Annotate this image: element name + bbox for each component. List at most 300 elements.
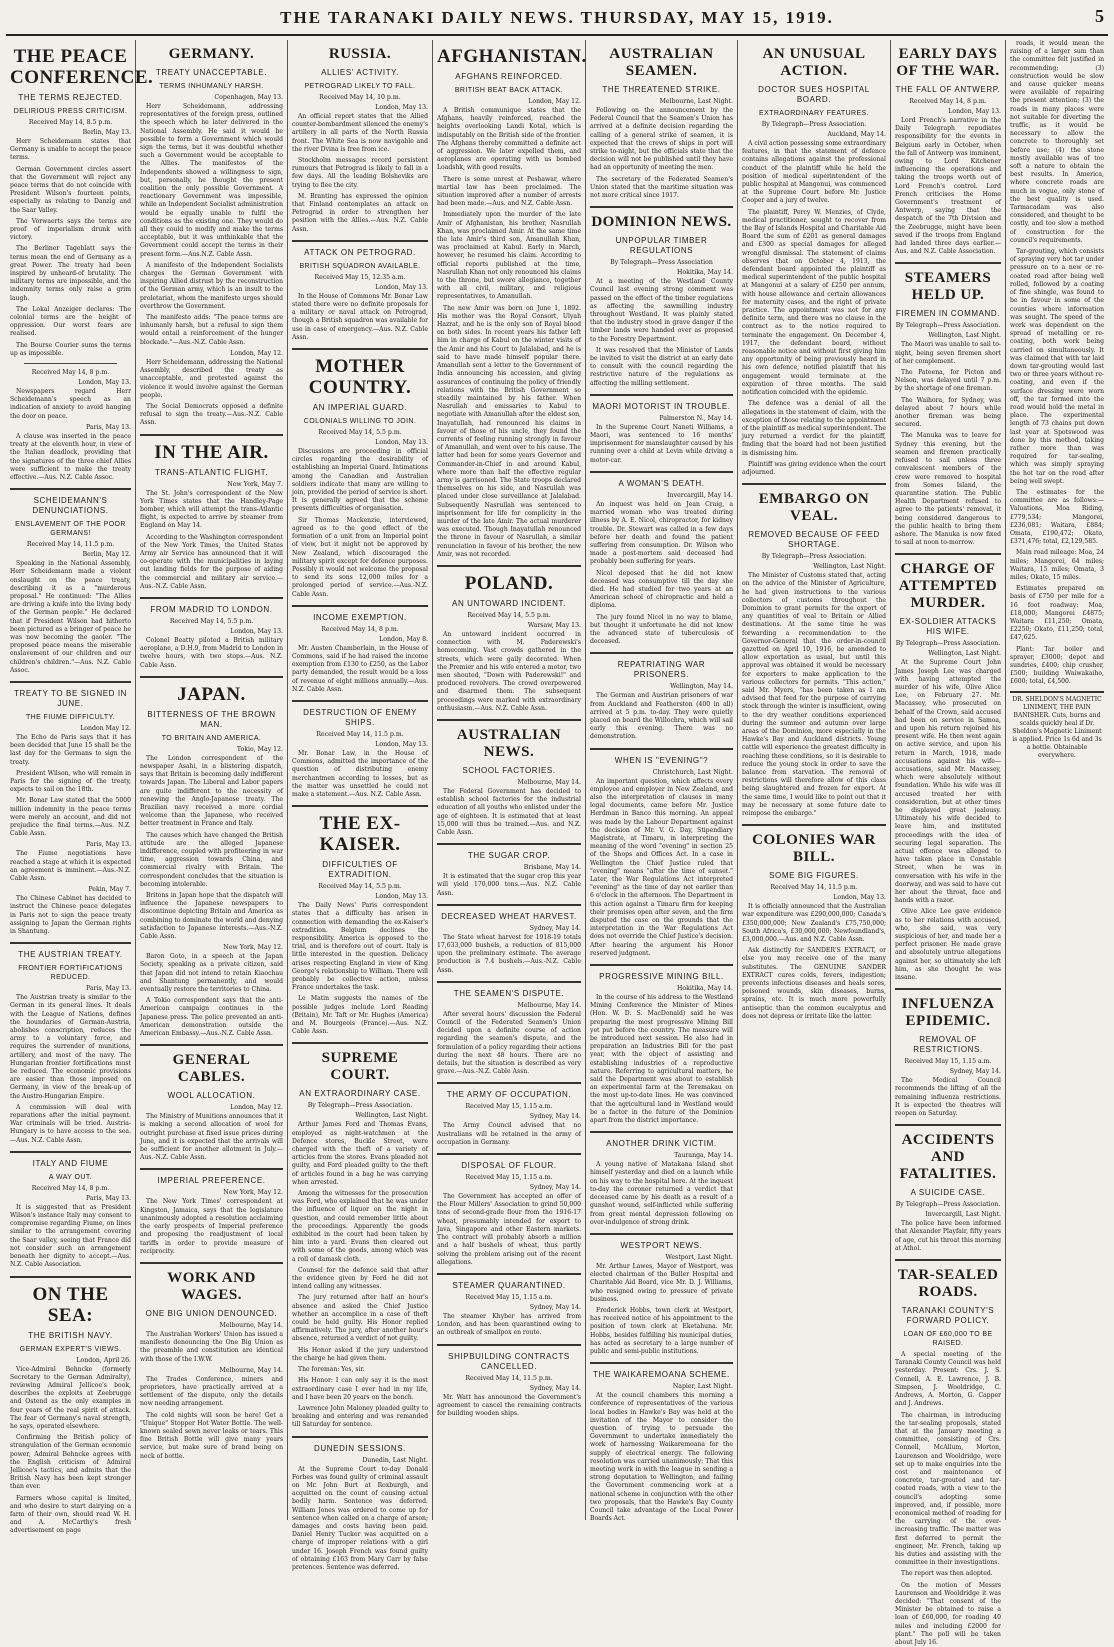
section-divider — [437, 565, 581, 567]
section-divider — [895, 262, 1001, 264]
section-subheading: THE ARMY OF OCCUPATION. — [446, 1090, 572, 1100]
dateline: Hokitika, May 14. — [676, 269, 733, 277]
section-subheading: ANOTHER DRINK VICTIM. — [606, 1139, 717, 1149]
section-subheading: DESTRUCTION OF ENEMY SHIPS. — [303, 707, 417, 727]
dateline: Sydney, May 14. — [529, 1184, 581, 1192]
section-subheading: FIREMEN IN COMMAND. — [895, 309, 1001, 319]
section-subheading: REMOVAL OF RESTRICTIONS. — [913, 1035, 983, 1055]
section-headline: AFGHANISTAN. — [437, 46, 587, 67]
section-subheading: TERMS INHUMANLY HARSH. — [159, 83, 264, 90]
section-subheading: SCHOOL FACTORIES. — [462, 766, 556, 775]
received-line: Received May 14, 8 p.m. — [321, 625, 399, 633]
section-subheading: AN IMPERIAL GUARD. — [312, 403, 408, 413]
article-paragraph: The Fiume negotiations have reached a stage at which it is expected an agreement is imminent.—Aus.-N.Z. Cable Assn. — [10, 850, 131, 882]
article-paragraph: The Berliner Tageblatt says the terms mean the end of Germany as a great Power. The treaty had been inspired by unheard-of brutality. The military terms are impossible, and the indemnity terms only raise a grim laugh. — [10, 245, 131, 302]
section-divider — [140, 434, 283, 436]
dateline: Sydney, May 14. — [529, 1113, 581, 1121]
section-subheading: ENSLAVEMENT OF THE POOR GERMANS! — [15, 521, 126, 538]
article-paragraph: The Austrian treaty is similar to the German in its general lines. It deals with the League of Nations, defines the boundaries of German-Austria, abolishes conscription, reduces the army to a voluntary force, and requires the surrender of munitions, artillery, and most of the navy. The Hungarian frontier fortifications must be reduced. The economic provisions are easier than those imposed on Germany, in view of the break-up of the Austro-Hungarian Empire. — [10, 994, 131, 1100]
dateline: Wellington, Last Night. — [928, 650, 1001, 658]
dateline: Wellington, May 14. — [670, 683, 733, 691]
section-subheading: THE SUGAR CROP. — [467, 851, 551, 861]
article-paragraph: The Vorwaerts says the terms are proof of imperialism drunk with victory. — [10, 217, 131, 242]
article-paragraph: A civil action possessing some extraordinary features, in that the statement of defence contains allegations against the professional conduct of the plaintiff while he held the position of medical superintendent of the public hospital at Mangonui, was commenced at the Supreme Court before Mr. Justice Cooper and a jury of twelve. — [742, 140, 886, 205]
section-subheading: EX-SOLDIER ATTACKS HIS WIFE. — [899, 617, 997, 637]
article-paragraph: A commission will deal with reparations after the initial payment. War criminals will be tried. Austria-Hungary is to have access to the sea.—Aus. N.Z. Cable Assn. — [10, 1103, 131, 1144]
section-headline: ON THE SEA: — [32, 1283, 109, 1326]
section-headline: THE EX-KAISER. — [319, 813, 401, 856]
dateline: Sydney, May 14. — [529, 1384, 581, 1392]
section-subheading: DELIRIOUS PRESS CRITICISM. — [13, 108, 128, 115]
section-subheading: ITALY AND FIUME — [32, 1158, 109, 1168]
section-divider — [10, 1276, 131, 1278]
article-paragraph: Vice-Admiral Behncke (formerly Secretary to the German Admiralty), reviewing Admiral Jellicoe's book, describes the exploits at Zeebrugge and Ostend as the only examples in four years of the real spirit of attack. The fear of Germany's naval strength, he says, operated elsewhere. — [10, 1365, 131, 1430]
section-divider — [895, 988, 1001, 990]
article-paragraph: Mr. Austen Chamberlain, in the House of Commons, said if he had raised the income exemption from £130 to £250, as the Labor party demanded, the result would be a loss of revenue of eight millions annually.—Aus. N.Z. Cable Assn. — [292, 644, 428, 693]
dateline: London, May 12. — [230, 349, 283, 357]
section-divider — [10, 488, 131, 490]
section-subheading: THE WAIKAREMOANA SCHEME. — [593, 1370, 730, 1380]
received-line: Received May 15, 1.15 a.m. — [465, 1293, 553, 1301]
article-paragraph: Main road mileage: Moa, 24 miles; Mangorei, 64 miles; Waitara, 15 miles; Omata, 3 miles; Okato, 15 miles. — [1010, 549, 1104, 581]
article-paragraph: The Daily News' Paris correspondent states that a difficulty has arisen in connection with demanding the ex-Kaiser's extradition. Belgium declines the responsibility. America is opposed to the trial, and is therefore out of court. Italy is little interested in the question. Delicacy arises respecting England in view of King George's relationship to William. There will probably be collective action, unless France undertakes the task. — [292, 902, 428, 992]
article-paragraph: Frederick Hobbs, town clerk at Westport, has received notice of his appointment to the position of town clerk at Eketahuna. Mr. Hobbs, besides fulfilling his municipal duties, has acted as secretary to a large number of public and semi-public institutions. — [590, 1306, 733, 1355]
page-number: 5 — [1095, 6, 1104, 26]
section-divider — [590, 1362, 733, 1364]
article-paragraph: At the Supreme Court John James Joseph Lee was charged with having attempted the murder of his wife, Olive Alice Lee, on February 27. Mr. Macassey, who prosecuted on behalf of the Crown, said accused had been on service in Samoa, and upon his return rejoined his present wife. He then went again on active service, and upon his return in March, 1918, made accusations against his wife—accusations, said Mr. Macassey, which were absolutely without foundation. While his wife was ill accused treated her with consideration, but at other times he displayed great jealousy. Ultimately his wife decided to leave him, and instituted proceedings with the idea of securing legal separation. The actual offence was alleged to have taken place in Constable Street, when he was in conversation with his wife in the doorway, and was said to have cut her about the throat, face and hands with a razor. — [895, 659, 1001, 905]
article-paragraph: An important question, which affects every employee and employer in New Zealand, and also the interpretation of clauses in many legal documents, came before Mr. Justice Herdman in Banco this morning. An appeal was made by the Labour Department against the decision of Mr. V. G. Day, Stipendiary Magistrate, at Timaru, in interpreting the meaning of the word "evening" in section 25 of the Shops and Offices Act. In a case in Wellington the Chief Justice ruled that "evening" means "after the time of sunset." Later, the War Regulations Act interpreted "evening" as the time of day not earlier than 6 o'clock in the afternoon. The Department in this action against a Timaru firm for keeping their premises open after seven, and the firm disputed the case on the grounds that the interpretation in the War Regulations Act does not override the Chief Justice's decision. After hearing the argument his Honor reserved judgment. — [590, 777, 733, 957]
article-paragraph: The Government has accepted an offer of the Flour Millers' Association to grind 50,000 tons of second-grade flour from the 1916-17 wheat, presumably intended for export to Java, Singapore and other Eastern markets. The contract will probably absorb a million and a half bushels of wheat, thus partly solving the problem arising out of the recent allegations. — [437, 1193, 581, 1266]
footer-advertisement: DR. SHELDON'S MAGNETIC LINIMENT, THE PAIN BANISHER. Cuts, burns and scalds quickly heal if Dr. Sheldon's Magnetic Liniment is applied. Price 1s 6d and 3s a bottle. Obtainable everywhere. — [1010, 691, 1104, 760]
article-paragraph: Herr Scheidemann, addressing the National Assembly, described the treaty as unacceptable, and protested against the violence it would involve against the German people. — [140, 358, 283, 399]
article-paragraph: The chairman, in introducing the tar-sealing proposals, stated that at the January meeting a committee, consisting of Crs. Connell, McAllum, Morton, Laurenson and Wooldridge, were set up to make enquiries into the cost and maintenance of concrete, tar-grouted and tar-coated roads, with a view to the council's adopting some improved, and, if possible, more economical method of roading for the carrying of the ever-increasing traffic. The matter was first deferred to permit the engineer, Mr. French, taking up his duties and assisting with the committee in their investigations. — [895, 1411, 1001, 1567]
article-paragraph: The report was then adopted. — [901, 1570, 993, 1578]
section-headline: STEAMERS HELD UP. — [904, 270, 992, 304]
column-1 — [6, 40, 154, 1535]
article-paragraph: At the council chambers this morning a conference of representatives of the various local bodies in Hawke's Bay was held at the invitation of the Mayor to consider the question of trying to persuade the Government to undertake immediately the work of harnessing Waikaremoana for the supply of electrical energy. The following resolution was carried unanimously: That this meeting work in with the league in sending a strong deputation to Wellington, and failing the Government commencing work at a national scheme in conjunction with the other two proposals, that the Hawke's Bay County Council take advantage of the Local Power Boards Act. — [590, 1392, 733, 1523]
section-subheading: THE AUSTRIAN TREATY. — [18, 950, 123, 960]
article-paragraph: M. Branting has expressed the opinion that Finland contemplates an attack on Petrograd in order to strengthen her position with the Allies.—Aus. N.Z. Cable Assn. — [292, 192, 428, 233]
section-headline: AUSTRALIAN SEAMEN. — [609, 46, 714, 79]
section-headline: POLAND. — [464, 572, 554, 594]
section-headline: SUPREME COURT. — [321, 1050, 399, 1084]
article-paragraph: The Trades Conference, miners and proprietors, have practically arrived at a settlement of the dispute, only the details now needing arrangement. — [140, 1375, 283, 1408]
article-paragraph: The manifesto adds: "The peace terms are inhumanly harsh, but a refusal to sign them would entail a reinforcement of the hunger blockade."—Aus.-N.Z. Cable Assn. — [140, 314, 283, 346]
article-paragraph: It is officially announced that the Australian war expenditure was £290,000,000; Canada's £350,000,000; New Zealand's £75,750,000; South Africa's, £30,000,000; Newfoundland's, £3,000,000.—Aus. and N.Z. Cable Assn. — [742, 903, 886, 944]
article-paragraph: The Echo de Paris says that it has been decided that June 15 shall be the last day for the Germans to sign the treaty. — [10, 733, 131, 766]
article-paragraph: The estimates for the committee are as follows:—Valuations, Moa Riding, £779,534; Mangorei, £236,081; Waitara, £884; Omata, £190,472; Okato, £371,476; total, £2,129,585. — [1010, 488, 1104, 546]
dateline: Paris, May 13. — [86, 985, 131, 993]
article-paragraph: According to the Washington correspondent of the New York Times, the United States Army air Service has announced that it will co-operate with the municipalities in laying out landing fields for the purpose of aiding the commercial and military air service.—Aus.-N.Z. Cable Assn. — [140, 533, 283, 590]
article-paragraph: Ask distinctly for SANDER'S EXTRACT, or else you may receive one of the many substitutes. The GENUINE SANDER EXTRACT cures colds, fevers, indigestion; prevents infectious diseases and heals sores, poisoned wounds, skin diseases, burns, sprains, etc. It is much more powerfully antiseptic than the common eucalyptus and does not depress or irritate like the latter. — [742, 947, 886, 1020]
section-subheading: MAORI MOTORIST IN TROUBLE. — [592, 401, 731, 411]
dateline: London, May 8. — [379, 635, 428, 643]
dateline: London, May 13. — [78, 379, 131, 387]
section-divider — [590, 471, 733, 473]
section-subheading: REMOVED BECAUSE OF FEED SHORTAGE. — [748, 530, 880, 550]
dateline: London, May 13. — [375, 104, 428, 111]
article-paragraph: Baron Goto, in a speech at the Japan Society, speaking as a private citizen, said that Japan did not intend to retain Kiaochau and Shantung permanently, and would eventually restore the territories to China. — [140, 953, 283, 994]
section-divider — [10, 681, 131, 683]
section-divider — [590, 1131, 733, 1133]
dateline: London, May 13. — [833, 894, 886, 902]
column-5 — [586, 40, 738, 1523]
section-divider — [292, 805, 428, 807]
article-paragraph: Mr. Arthur Lawes, Mayor of Westport, was elected chairman of the Buller Hospital and Charitable Aid Board, vice Mr. D. J. Williams, who resigned owing to pressure of private business. — [590, 1262, 733, 1303]
article-paragraph: Newspapers regard Herr Scheidemann's speech as an indication of anxiety to avoid hanging the door on peace. — [10, 388, 131, 420]
article-paragraph: His Honor asked if the jury understood the charge he had given them. — [292, 1346, 428, 1362]
section-divider — [590, 206, 733, 208]
article-paragraph: Farmers whose capital is limited, and who desire to start dairying on a farm of their own, should read W. H. and A. McCarthy's fresh advertisement on page — [10, 1494, 131, 1535]
article-paragraph: At the Supreme Court to-day Donald Forbes was found guilty of criminal assault on Mr. John Burt at Roxburgh, and acquitted on the count of causing actual bodily harm. Sentence was deferred. William Jones was ordered to come up for sentence when called on a charge of arson; damages and costs having been paid. Daniel Henry Tucker was acquitted on a charge of improper relations with a girl under 16. Joseph French was found guilty of obtaining £163 from Mary Carr by false pretences. Sentence was deferred. — [292, 1465, 428, 1571]
article-paragraph: The plaintiff, Percy W. Menzies, of Clyde, medical practitioner, sought to recover from the Bay of Islands Hospital and Charitable Aid Board the sum of £201 as general damages and £300 as special damages for alleged wrongful dismissal. The statement of claims observes that on October 4, 1913, the defendant board appointed the plaintiff as medical superintendent of the public hospital at Mangonui at a salary of £250 per annum, with house allowance and certain allowances for maternity cases, and the right of private practice. The appointment was not for any definite term, and there was no clause in the contract as to the notice required to terminate the engagement. On December 4, 1917, the defendant board, without reasonable notice and without first giving him any opportunity of being previously heard in his own defence, notified plaintiff that his engagement would terminate at the expiration of three months. The said notification coincided with the epidemic. — [742, 208, 886, 397]
section-divider — [292, 240, 428, 242]
column-7 — [891, 40, 1006, 1646]
column-8 — [1006, 40, 1108, 1520]
section-divider — [437, 1344, 581, 1346]
article-paragraph: The Lokal Anzeiger declares: The colonial terms are the height of oppression. Our worst fears are realised. — [10, 305, 131, 338]
section-divider — [140, 1262, 283, 1264]
section-subheading: A WAY OUT. — [48, 1173, 93, 1181]
article-paragraph: The Australian Workers' Union has issued a manifesto denouncing the One Big Union as the preamble and constitution are identical with those of the I.W.W. — [140, 1330, 283, 1363]
article-paragraph: A manifesto of the Independent Socialists charges the German Government with inspiring Allied distrust by the reconstruction of the German army, which is an insult to the proletariat, whom the manifesto urges should overthrow the Government. — [140, 261, 283, 310]
dateline: Invercargill, Last Night. — [925, 1211, 1001, 1219]
section-subheading: UNPOPULAR TIMBER REGULATIONS — [615, 236, 708, 256]
article-paragraph: The New York Times' correspondent at Kingston, Jamaica, says that the legislature unanimously adopted a resolution acclaiming the early prospects of Imperial preference and proposing the readjustment of local tariffs in order to provide measure of reciprocity. — [140, 1198, 283, 1255]
section-subheading: WESTPORT NEWS. — [620, 1240, 703, 1250]
dateline: Wellington, Last Night. — [928, 332, 1001, 340]
section-subheading: SHIPBUILDING CONTRACTS CANCELLED. — [448, 1351, 570, 1371]
received-line: Received May 14, 8 p.m. — [909, 98, 987, 105]
section-divider — [437, 1273, 581, 1275]
article-paragraph: Mr. Bonar Law, in the House of Commons, admitted the importance of the question of distributing enemy merchantmen according to losses, but as the matter was unsettled he could not make a statement.—Aus. N.Z. Cable Assn. — [292, 749, 428, 798]
received-line: Received May 14, 5.5 p.m. — [318, 883, 402, 891]
section-subheading: DECREASED WHEAT HARVEST. — [441, 911, 577, 921]
section-divider — [742, 824, 886, 826]
article-paragraph: The jury found Nicol in no way to blame, but thought it unfortunate he did not know the advanced state of tuberculosis of deceased. — [590, 613, 733, 646]
column-2 — [136, 40, 288, 1520]
received-line: By Telegraph—Press Association. — [761, 121, 867, 128]
received-line: Received May 14, 11.5 p.m. — [465, 1374, 553, 1382]
section-divider — [590, 394, 733, 396]
received-line: Received May 15, 12.35 a.m. — [314, 273, 406, 281]
article-paragraph: roads, it would mean the raising of a larger sum than the committee felt justified in recommending; (3) construction would be slow and cause quicker means were available of repairing the present attention; (3) the roads in many places were not suitable for diverting the traffic, as it would be necessary to allow the concrete to thoroughly set before use; (4) the stone mostly available was of too soft a nature to obtain the best results. In America, where concrete roads are much in vogue, only stone of the best quality is used. Tarmacadam was also considered, and thought to be costly, and too slow a method of construction for the council's requirements. — [1010, 40, 1104, 244]
article-paragraph: The Waihora, for Sydney, was delayed about 7 hours while another fireman was being secured. — [895, 396, 1001, 429]
dateline: Tauranga, May 14. — [674, 1152, 733, 1160]
section-divider — [292, 605, 428, 607]
article-paragraph: After several hours' discussion the Federal Council of the Federated Seamen's Union decided upon a definite course of action regarding the seamen's dispute, and the formulation of a policy regarding their actions during the next 48 hours. There are no details, but the situation is described as very grave.—Aus.-N.Z. Cable Assn. — [437, 1010, 581, 1076]
received-line: Received May 14, 11.5 p.m. — [26, 541, 115, 549]
section-subheading: SCHEIDEMANN'S DENUNCIATIONS. — [32, 496, 109, 516]
section-subheading: DUNEDIN SESSIONS. — [314, 1443, 406, 1453]
dateline: London, May 13. — [948, 108, 1001, 115]
section-subheading: LOAN OF £60,000 TO BE RAISED. — [903, 1331, 993, 1348]
article-paragraph: In the Supreme Court Naneti Williams, a Maori, was sentenced to 16 months' imprisonment for manslaughter caused by his running over a child at Levin while driving a motor-car. — [590, 423, 733, 464]
section-headline: GERMANY. — [168, 46, 255, 62]
article-paragraph: Tar-grouting, which consists of spraying very hot tar under pressure on to a new or re-coated road after being well rolled, followed by a coating of fine shingle, was found to be in favour in some of the counties where information was sought. The speed of the work was dependent on the spread of metalling or re-coating, both work being carried on simultaneously. It was claimed that with tar laid down tar-grouting would last two or three years without re-coating, and even if the surface dressing were worn off, the tar formed into the road would hold the metal in place. The experimental length of 73 chains put down last year at Spotswood was done by this method, taking rather more than was required for tar-sealing, which was simply spraying the hot tar on the road after being well swept. — [1010, 248, 1104, 485]
article-paragraph: On the motion of Messrs Laurenson and Wooldridge it was decided: "That consent of the Minister be obtained to raise a loan of £60,000, for roading 40 miles and including £2000 for plant." The poll will be taken about July 16. — [895, 1581, 1001, 1646]
dateline: London, May 13. — [375, 283, 428, 291]
article-paragraph: The State wheat harvest for 1918-19 totals 17,633,000 bushels, a reduction of 815,000 upon the preliminary estimate. The average production is 7.4 bushels.—Aus.-N.Z. Cable Assn. — [437, 933, 581, 974]
section-subheading: PROGRESSIVE MINING BILL. — [599, 972, 724, 982]
section-divider — [10, 942, 131, 944]
article-paragraph: An untoward incident occurred in connection with M. Paderewski's homecoming. Vast crowds gathered in the streets, which were gaily decorated. When the Premier and his wife entered a motor, two men shouted, "Down with Paderewski!" and produced revolvers. The crowd overpowered and disarmed them. The subsequent proceedings were marked with extraordinary enthusiasm.—Aus. N.Z. Cable Assn. — [437, 630, 581, 712]
article-paragraph: Mr. Watt has announced the Government's agreement to cancel the remaining contracts for building wooden ships. — [437, 1393, 581, 1417]
section-subheading: AN UNTOWARD INCIDENT. — [452, 598, 566, 608]
dateline: Auckland, May 14. — [827, 131, 886, 138]
masthead — [0, 0, 1114, 40]
section-headline: INFLUENZA EPIDEMIC. — [901, 996, 995, 1030]
article-paragraph: The Maori was unable to sail to-night, being seven firemen short of her complement. — [895, 341, 1001, 365]
article-paragraph: His Honor: I can only say it is the most extraordinary case I ever had in my life, and I have been 20 years on the bench. — [292, 1377, 428, 1401]
section-subheading: BRITISH SQUADRON AVAILABLE. — [299, 262, 421, 270]
article-paragraph: Herr Scheidemann, addressing representatives of the foreign press, outlined the speech which he later delivered in the National Assembly. He said it would be possible to form a Government which would sign the terms, but it was doubtful whether such a Government would be acceptable to the Allies. The manifestos of the Independents showed a willingness to sign, but, personally, he thought the present coalition the only possible Government. A reactionary Government was impossible, while an Independent Socialist administration would be equally unable to fulfil the conditions as the existing one. They would do all they could to modify and make the terms acceptable, but it was unthinkable that the Government could accept the terms in their present form.—Aus.N.Z. Cable Assn. — [140, 103, 283, 258]
section-subheading: TO BRITAIN AND AMERICA. — [161, 734, 262, 742]
article-paragraph: Speaking in the National Assembly, Herr Scheidemann made a violent onslaught on the peace treaty, describing it as a "murderous proposal." He continued: "The Allies are driving a knife into the living body of the German people." He declared that if President Wilson had hitherto been pictured as a bringer of peace he was now becoming the gaoler. "The proposed peace means the miserable enslavement of our children and our children's children."—Aus. N.Z. Cable Assoc. — [10, 560, 131, 674]
section-subheading: DOCTOR SUES HOSPITAL BOARD. — [758, 85, 870, 104]
section-divider — [895, 1259, 1001, 1261]
section-subheading: EXTRAORDINARY FEATURES. — [759, 110, 869, 117]
dateline: Warsaw, May 13. — [527, 621, 581, 629]
dateline: London, May 13. — [375, 893, 428, 901]
article-paragraph: The steamer Khyber has arrived from London, and has been quarantined owing to an outbreak of smallpox en route. — [437, 1312, 581, 1337]
dateline: Paris, May 13. — [86, 1194, 131, 1202]
section-subheading: TREATY UNACCEPTABLE. — [155, 68, 268, 77]
article-paragraph: There is some unrest at Peshawar, where martial law has been proclaimed. The situation improved after a number of arrests had been made.—Aus. and N.Z. Cable Assn. — [437, 175, 581, 208]
article-paragraph: The jury returned after half an hour's absence and asked the Chief Justice whether an accomplice in a case of theft could be held guilty. His Honor replied affirmatively. The jury, after another hour's absence, returned a verdict of not guilty. — [292, 1294, 428, 1343]
article-paragraph: The new Amir was born on June 1, 1892. His mother was the Royal Consort, Ulyah Hazrat, and he is the only son of Royal blood on both sides. In recent years his father left him in charge of Kabul on the winter visits of the Amir and his Court to Jalalabad, and he is said to have made himself popular there. Amanullah sent a letter to the Government of India announcing his accession, and giving assurances of continuing the policy of friendly relations with the British Government so steadily maintained by his father. When Nasrullah and emissaries to Kabul to negotiate with Amanullah after the eldest son, Inayatullah, had renounced his claims in favour of those of his uncle, they found the currents of feeling running strongly in favour of Amanullah, and went over to his cause. The latter had been for some years Governor and Commander-in-Chief in and around Kabul, where more than half the effective regular army is garrisoned. The State troops declared themselves on his side, and Nasrullah was placed under close surveillance at Jalalabad. Subsequently Nasrullah was sentenced to imprisonment for life for complicity in the murder of the late Amir. The actual murderer was executed. Though Inayatullah renounced the throne in favour of Nasrullah, a similar renunciation in favour of his brother, the new Amir, was not recorded. — [437, 304, 581, 558]
section-divider — [590, 652, 733, 654]
received-line: Received May 14, 5.5 p.m. — [318, 429, 402, 437]
section-headline: AN UNUSUAL ACTION. — [762, 46, 866, 79]
dateline: Tokio, May 12. — [236, 745, 283, 753]
section-subheading: INCOME EXEMPTION. — [313, 612, 407, 622]
received-line: By Telegraph—Press Association. — [307, 1102, 413, 1110]
article-paragraph: A Tokio correspondent says that the anti-American campaign continues in the Japanese press. The police prevented an anti-American demonstration outside the American Embassy.—Aus.-N.Z. Cable Assn. — [140, 997, 283, 1038]
section-divider — [292, 700, 428, 702]
article-paragraph: Lawrence John Maloney pleaded guilty to breaking and entering and was remanded till Saturday for sentence. — [292, 1404, 428, 1429]
dateline: Wellington, Last Night. — [813, 563, 886, 571]
section-divider — [590, 1233, 733, 1235]
dateline: Berlin, May 12. — [82, 551, 131, 559]
section-headline: GENERAL CABLES. — [172, 1052, 251, 1086]
article-paragraph: Nicol deposed that he did not know deceased was consumptive till the day she died. He had studied for two years at an American school of chiropractic and held a diploma. — [590, 569, 733, 610]
dateline: Dunedin, Last Night. — [362, 1456, 428, 1464]
columns-container — [6, 40, 1108, 1646]
section-subheading: WOOL ALLOCATION. — [167, 1091, 256, 1101]
received-line: Received May 14, 8 p.m. — [31, 369, 110, 377]
section-subheading: A SUICIDE CASE. — [910, 1188, 986, 1198]
section-subheading: THE BRITISH NAVY. — [28, 1330, 113, 1340]
article-paragraph: The secretary of the Federated Seamen's Union stated that the maritime situation was not more critical since 1917. — [590, 175, 733, 200]
received-line: By Telegraph—Press Association. — [895, 322, 1001, 330]
dateline: Melbourne, Last Night. — [659, 98, 733, 105]
article-paragraph: The Ministry of Munitions announces that it is making a second allocation of wool for outright purchase at fixed issue prices during June, and it is expected that the arrivals will be sufficient for another allotment in July.—Aus.-N.Z. Cable Assn. — [140, 1113, 283, 1162]
section-subheading: WHEN IS "EVENING"? — [614, 755, 709, 765]
section-divider — [437, 843, 581, 845]
section-divider — [437, 1153, 581, 1155]
received-line: Received May 15, 1.15 a.m. — [465, 1174, 553, 1182]
section-headline: COLONIES WAR BILL. — [752, 832, 876, 866]
section-headline: CHARGE OF ATTEMPTED MURDER. — [898, 561, 998, 612]
section-subheading: IMPERIAL PREFERENCE. — [157, 1176, 266, 1186]
dateline: London, May 13. — [230, 627, 283, 635]
article-paragraph: The Pateena, for Picton and Nelson, was delayed until 7 p.m. by the shortage of one fireman. — [895, 369, 1001, 393]
dateline: Brisbane, May 14. — [523, 864, 581, 872]
article-paragraph: The St. John's correspondent of the New York Times states that the Handley-Page bomber, which will attempt the trans-Atlantic flight, is expected to arrive by steamer from England on May 14. — [140, 489, 283, 530]
section-subheading: STEAMER QUARANTINED. — [452, 1280, 566, 1290]
article-paragraph: A young native of Matakana Island shot himself yesterday and died on a launch while on his way to the hospital here. At the inquest to-day the coroner returned a verdict that deceased came by his death as a result of a gunshot wound, self-inflicted while suffering from great mental depression following on over-indulgence of strong drink. — [590, 1161, 733, 1226]
received-line: Received May 14, 11.5 p.m. — [770, 884, 858, 892]
masthead-title: THE TARANAKI DAILY NEWS. THURSDAY, MAY 15, 1919. — [280, 8, 834, 27]
article-paragraph: Sir Thomas Mackenzie, interviewed, agreed as to the good effect of the formation of a unit from an Imperial point of view, but it might not be approved by New Zealand, which discouraged the military spirit except for defence purposes. Possibly it would not welcome the proposal to send its sons 12,000 miles for a prolonged period of service.—Aus.-N.Z. Cable Assn. — [292, 516, 428, 598]
article-paragraph: Stockholm messages record persistent rumours that Petrograd is likely to fall in a few days. All the leading Bolsheviks are trying to flee the city. — [292, 157, 428, 189]
article-paragraph: Counsel for the defence said that after the evidence given by Ford he did not intend calling any witnesses. — [292, 1266, 428, 1291]
dateline: New York, May 12. — [223, 1189, 283, 1197]
section-subheading: ATTACK ON PETROGRAD. — [304, 247, 416, 257]
section-subheading: GERMAN EXPERT'S VIEWS. — [19, 1345, 122, 1353]
item-divider — [24, 363, 117, 364]
masthead-rule — [6, 34, 1108, 36]
dateline: Christchurch, Last Night. — [652, 768, 733, 776]
article-paragraph: Confirming the British policy of strangulation of the German economic power, Admiral Behncke agrees with the English criticism of Admiral Jellicoe's tactics, and admits that the British Navy has been kept stronger than ever. — [10, 1434, 131, 1491]
section-subheading: REPATRIATING WAR PRISONERS. — [617, 660, 706, 680]
article-paragraph: Britons in Japan hope that the dispatch will influence the Japanese newspapers to discontinue depicting Britain and America as combining to dominate the world and denying satisfaction to Japanese interests.—Aus.-N.Z. Cable Assn. — [140, 892, 283, 941]
article-paragraph: The Social Democrats opposed a definite refusal to sign the treaty.—Aus.-N.Z. Cable Assn. — [140, 402, 283, 427]
section-divider — [437, 719, 581, 721]
article-paragraph: At a meeting of the Westland County Council last evening strong comment was passed on the effect of the timber regulations as affecting the sawmilling industry throughout Westland. It was plainly stated that the industry stood in grave danger if the timber lands were handed over as proposed to the Forestry Department. — [590, 278, 733, 343]
received-line: Received May 15, 1.15 a.m. — [904, 1058, 992, 1066]
dateline: Sydney, May 14. — [529, 1303, 581, 1311]
article-paragraph: An official report states that the Allied counter-bombardment silenced the enemy's artillery in all parts of the North Russia front. The White Sea is now navigable and the river Dvina is free from ice. — [292, 113, 428, 153]
section-subheading: BITTERNESS OF THE BROWN MAN. — [147, 709, 276, 729]
section-subheading: THE THREATENED STRIKE. — [602, 85, 721, 94]
section-divider — [437, 904, 581, 906]
received-line: By Telegraph—Press Association. — [761, 553, 867, 561]
section-headline: DOMINION NEWS. — [591, 214, 732, 231]
section-subheading: THE TERMS REJECTED. — [18, 93, 123, 102]
section-headline: JAPAN. — [177, 683, 246, 705]
article-paragraph: The defence was a denial of all the allegations in the statement of claim, with the exception of those relating to the appointment of the plaintiff as medical superintendent. The jury returned a verdict for the plaintiff, finding that the board had not been justified in dismissing him. — [742, 400, 886, 457]
article-paragraph: The Bourse Courier sums the terms up as impossible. — [10, 341, 131, 357]
dateline: Napier, Last Night. — [672, 1383, 733, 1391]
dateline: Pekin, May 7. — [88, 886, 131, 894]
article-paragraph: Herr Scheidemann states that Germany is unable to accept the peace terms. — [10, 138, 131, 162]
section-subheading: DISPOSAL OF FLOUR. — [461, 1161, 557, 1171]
article-paragraph: Colonel Beatty piloted a British military aeroplane, a D.H.9, from Madrid to London in twelve hours, with two stops.—Aus. N.Z. Cable Assn. — [140, 636, 283, 669]
article-paragraph: It is estimated that the sugar crop this year will yield 170,000 tons.—Aus. N.Z. Cable Assn. — [437, 873, 581, 897]
received-line: By Telegraph—Press Association. — [895, 1201, 1001, 1209]
section-subheading: THE FIUME DIFFICULTY. — [25, 713, 116, 721]
section-subheading: TREATY TO BE SIGNED IN JUNE. — [13, 688, 128, 708]
received-line: Received May 14, 5.5 p.m. — [169, 617, 254, 625]
section-headline: MOTHER COUNTRY. — [308, 356, 412, 399]
dateline: New York, May 12. — [223, 944, 283, 952]
article-paragraph: It was resolved that the Minister of Lands be invited to visit the district at an early date to consult with the council regarding the restrictive nature of the regulations as affecting the milling settlement. — [590, 346, 733, 387]
dateline: London, May 12. — [528, 98, 581, 105]
section-subheading: TRANS-ATLANTIC FLIGHT. — [154, 467, 269, 477]
section-headline: ACCIDENTS AND FATALITIES. — [899, 1132, 997, 1183]
dateline: London May 12. — [80, 724, 131, 732]
article-paragraph: Plant: Tar boiler and sprayer, £3000; depot and sundries, £400; chip crusher, £500; building Waiwakaiho, £600; total, £4,500. — [1010, 645, 1104, 686]
article-paragraph: In the course of his address to the Westland Mining Conference the Minister of Mines (Hon. W. D. S. MacDonald) said he was preparing the most progressive Mining Bill yet put before the country. The measure will be introduced next session. He also had in preparation an Industries Bill for the past year, with the object of assisting and establishing industries of a reproductive nature. Referring to agricultural matters, he said the Department was about to establish an experimental farm at the Teremakau on the most up-to-date lines. He was convinced that the agricultural land in Westland would be a factor in the future of the Dominion apart from the district importance. — [590, 994, 733, 1125]
section-subheading: THE SEAMEN'S DISPUTE. — [453, 988, 565, 998]
dateline: Melbourne, May 14. — [219, 1321, 283, 1329]
section-divider — [292, 1436, 428, 1438]
section-subheading: BRITISH BEAT BACK ATTACK. — [454, 87, 564, 94]
section-headline: EMBARGO ON VEAL. — [758, 491, 870, 525]
dateline: Paris, May 13. — [86, 841, 131, 849]
column-6 — [738, 40, 891, 1520]
section-divider — [292, 348, 428, 350]
article-paragraph: Plaintiff was giving evidence when the court adjourned. — [742, 460, 886, 476]
article-paragraph: Among the witnesses for the prosecution was Ford, who explained that he was under the influence of liquor on the night in question, and could remember little about the proceedings. Apparently the goods exhibited in the court had been taken by him into a yard. Evans then cleared out with some of the goods, among which was a roll of damask cloth. — [292, 1190, 428, 1263]
dateline: Melbourne, May 14. — [219, 1366, 283, 1374]
received-line: By Telegraph—Press Association. — [895, 640, 1001, 648]
article-paragraph: The Federal Government has decided to establish school factories for the industrial education of all youths who enlisted under the age of eighteen. It is estimated that at least 15,000 will thus be trained.—Aus. and N.Z. Cable Assn. — [437, 788, 581, 837]
received-line: By Telegraph—Press Association — [610, 259, 713, 267]
article-paragraph: President Wilson, who will remain in Paris for the signing of the treaty, expects to sail on the 18th. — [10, 769, 131, 794]
dateline: New York, May 7. — [227, 480, 283, 488]
section-headline: TAR-SEALED ROADS. — [897, 1267, 999, 1301]
article-paragraph: Lord French's narrative in the Daily Telegraph repudiates responsibility for the events in Belgium early in October, when the fall of Antwerp was imminent, owing to Lord Kitchener influencing the operations and taking the troops worth out of Lord French's control. Lord French criticises the Home Government's treatment of Antwerp, saying that the despatch of the 7th Division and the Zeebrugge, might have been saved if the troops from England had landed three days earlier.—Aus. and N.Z. Cable Association. — [895, 117, 1001, 256]
section-divider — [590, 964, 733, 966]
section-subheading: PETROGRAD LIKELY TO FALL. — [304, 83, 416, 90]
article-paragraph: Arthur James Ford and Thomas Evans, employed as night-watchmen at the Defence stores, Buckle Street, were charged with the theft of a variety of articles from the stores. Evans pleaded not guilty, and Ford pleaded guilty to the theft of articles found in a bag he was carrying when arrested. — [292, 1121, 428, 1186]
article-paragraph: In the House of Commons Mr. Bonar Law stated there were no definite proposals for a military or naval attack on Petrograd, though a British squadron was available for use in case of emergency.—Aus. N.Z. Cable Assn. — [292, 292, 428, 341]
section-divider — [590, 748, 733, 750]
article-paragraph: The cold nights will soon be here! Get a "Unique" Stopper Hot Water Bottle. The well-known sealed sewn never leaks or tears. This fine British Bottle will give many years service, but make sure of brand being on neck of bottle. — [140, 1411, 283, 1460]
section-headline: RUSSIA. — [328, 46, 392, 62]
article-paragraph: The Chinese Cabinet has decided to instruct the Chinese peace delegates in Paris not to sign the peace treaty assigning to Japan the German rights in Shantung. — [10, 895, 131, 936]
received-line: Received May 14, 5.5 p.m. — [467, 611, 551, 619]
article-paragraph: A British communique states that the Afghans, heavily reinforced, reached the heights overlooking Landi Kotal, which is indisputably on the British side of the frontier. The Afghans thereby committed a definite act of aggression. We later expelled them, and aeroplanes are operating with us bombed Loadshk, with good results. — [437, 107, 581, 172]
dateline: Berlin, May 13. — [82, 129, 131, 136]
section-subheading: ALLIES' ACTIVITY. — [321, 68, 399, 77]
dateline: Melbourne, May 14. — [517, 779, 581, 786]
section-headline: WORK AND WAGES. — [167, 1269, 256, 1303]
section-subheading: TARANAKI COUNTY'S FORWARD POLICY. — [901, 1306, 995, 1326]
section-divider — [437, 1082, 581, 1084]
section-headline: AUSTRALIAN NEWS. — [456, 727, 562, 760]
article-paragraph: The London correspondent of the newspaper Asahi, in a blistering dispatch, says that Britain is becoming daily indifferent towards Japan. The Liberal and Labor papers are quite indifferent to the necessity of renewing the Anglo-Japanese treaty. The Brazilian navy received a more cordial welcome than the Japanese, who received better treatment in France and Italy. — [140, 754, 283, 828]
article-paragraph: Mr. Bonar Law stated that the 5000 million indemnity in the peace terms were merely an account, and did not prejudice the final terms.—Aus. N.Z. Cable Assn. — [10, 797, 131, 838]
section-divider — [140, 676, 283, 678]
received-line: Received May 14, 8 p.m. — [31, 1184, 110, 1192]
section-divider — [10, 1151, 131, 1153]
section-divider — [437, 981, 581, 983]
article-paragraph: The police have been informed that Alexander Playfair, fifty years of age, cut his throat this morning at Athol. — [895, 1220, 1001, 1252]
received-line: Received May 14, 8.5 p.m. — [28, 119, 113, 126]
section-subheading: DIFFICULTIES OF EXTRADITION. — [322, 860, 398, 880]
section-subheading: A WOMAN'S DEATH. — [618, 478, 705, 488]
section-divider — [140, 1044, 283, 1046]
column-4 — [433, 40, 586, 1520]
section-subheading: ONE BIG UNION DENOUNCED. — [145, 1308, 278, 1318]
article-paragraph: The causes which have changed the British attitude are the alleged Japanese indifference, coupled with profiteering in war time, aggression towards China, and commercial rivalry with Britain. The correspondent concludes that the situation is becoming intolerable. — [140, 831, 283, 888]
article-paragraph: The German and Austrian prisoners of war from Auckland and Featherston (400 in all) arrived at 5 p.m. to-day. They were quietly placed on board the Willochra, which will sail early this evening. There was no demonstration. — [590, 692, 733, 741]
article-paragraph: Estimates prepared on basis of £750 per mile for a 16 foot roadway: Moa, £18,000; Mangorei £4875; Waitara £11,250; Omata, £2250; Okato, £11,250; total, £47,625. — [1010, 585, 1104, 642]
article-paragraph: Olive Alice Lee gave evidence as to her relations with accused, who, she said, was very suspicious of her, and made her a perfect prisoner. He made grave and absolutely untrue allegations against her, so ultimately she left him, as she thought he was insane. — [895, 908, 1001, 982]
dateline: London, May 13. — [375, 740, 428, 748]
article-paragraph: Le Matin suggests the names of the possible judges include Lord Reading (Britain), Mr. Taft or Mr. Hughes (America) and M. Bourgeois (France).—Aus. N.Z. Cable Assn. — [292, 995, 428, 1036]
article-paragraph: Following on the announcement by the Federal Council that the Seamen's Union has arrived at a definite decision regarding the calling of a general strike of seamen, it is expected that the crews of ships in port will strike to-night, but the officials state that the decision will not be published until they have had an opportunity of meeting the men. — [590, 107, 733, 172]
dateline: Sydney, May 14. — [529, 924, 581, 932]
article-paragraph: The Army Council advised that no Australians will be retained in the army of occupation in Germany. — [437, 1122, 581, 1146]
dateline: Copenhagen, May 13. — [214, 94, 283, 101]
received-line: Received May 14, 11.5 p.m. — [316, 730, 404, 738]
section-divider — [895, 553, 1001, 555]
